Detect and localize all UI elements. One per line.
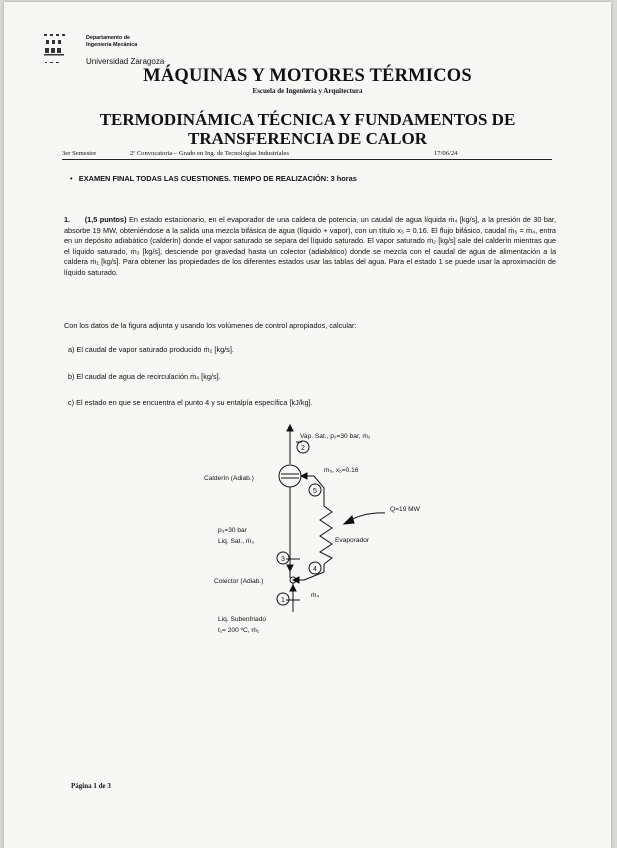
flow5-label: ṁ₅, x₅=0.16: [324, 467, 359, 474]
exam-date: 17/06/24: [434, 150, 458, 157]
school-name: Escuela de Ingeniería y Arquitectura: [252, 87, 363, 95]
p3-label: p₃=30 bar: [218, 527, 247, 534]
course-title: MÁQUINAS Y MOTORES TÉRMICOS: [143, 66, 472, 86]
department-line-2: Ingeniería Mecánica: [86, 42, 138, 48]
node-2-label: 2: [301, 445, 305, 452]
bullet-icon: •: [70, 174, 73, 183]
liq3-label: Liq. Sat., ṁ₃: [218, 538, 255, 545]
subcooled-label: Liq. Subenfriado: [218, 616, 267, 623]
heat-label: Q=19 MW: [390, 506, 420, 513]
heat-arrow-icon: [344, 516, 354, 524]
downcomer-arrow-icon: [287, 565, 293, 571]
vapor-arrow-icon: [287, 425, 293, 431]
question-c: c) El estado en que se encuentra el punto 4 y su entalpía específica [kJ/kg].: [68, 398, 313, 407]
m4-label: ṁ₄: [311, 592, 320, 599]
collector-label: Colector (Adiab.): [214, 578, 264, 585]
question-a: a) El caudal de vapor saturado producido ṁ₂ [kg/s].: [68, 345, 234, 354]
boiler-diagram: [4, 2, 611, 848]
convocatoria-label: 2ª Convocatoria – Grado en Ing. de Tecnologías Industriales: [130, 150, 289, 157]
feed-arrow-icon: [290, 585, 296, 591]
node-5-label: 5: [313, 488, 317, 495]
problem-text: En estado estacionario, en el evaporador de una caldera de potencia, un caudal de agua líquida ṁ₄ [kg/s], a la presión de 30 bar, absorbe 19 MW, obteniéndose a la salida una mezcla bifásica de agua (líquido + vapor), con un título x₅ = 0.16. El flujo bifásico, caudal ṁ₅ = ṁ₄, entra en un depósito adiabático (calderín) donde el vapor saturado se separa del líquido saturado. El vapor saturado ṁ₂ [kg/s] sale del calderín mientras que el líquido saturado, ṁ₃ [kg/s], desciende por gravedad hasta un colector (adiabático) donde se mezcla con el caudal de agua de alimentación a la caldera ṁ₁ [kg/s]. Para obtener las propiedades de los diferentes estados usar las tablas del agua. Para el estado 1 se puede usar la aproximación de líquido saturado.: [64, 215, 556, 277]
problem-points: (1,5 puntos): [84, 215, 127, 224]
drum-label: Calderín (Adiab.): [204, 475, 254, 482]
t1-label: t₁= 200 ºC, ṁ₁: [218, 627, 260, 634]
question-b: b) El caudal de agua de recirculación ṁ₄ [kg/s].: [68, 372, 221, 381]
drum-symbol: [279, 465, 301, 487]
vapor-label: Vap. Sat., p₂=30 bar, ṁ₂: [300, 433, 371, 440]
problem-intro: Con los datos de la figura adjunta y usando los volúmenes de control apropiados, calcular:: [64, 321, 357, 330]
node-3-label: 3: [281, 556, 285, 563]
problem-number: 1.: [64, 215, 71, 224]
instruction-text: EXAMEN FINAL TODAS LAS CUESTIONES. TIEMPO DE REALIZACIÓN: 3 horas: [78, 174, 357, 183]
evaporator-coil: [320, 506, 332, 564]
node-4-label: 4: [313, 566, 317, 573]
subject-line-2: TRANSFERENCIA DE CALOR: [188, 129, 427, 148]
semester-label: 3er Semestre: [62, 150, 97, 157]
exam-page: [4, 2, 611, 848]
university-name: Universidad Zaragoza: [86, 57, 165, 66]
evaporator-label: Evaporador: [335, 537, 370, 544]
page-footer: Página 1 de 3: [71, 782, 111, 790]
node-1-label: 1: [281, 597, 285, 604]
department-line-1: Departamento de: [86, 35, 131, 41]
subject-line-1: TERMODINÁMICA TÉCNICA Y FUNDAMENTOS DE: [99, 110, 516, 129]
